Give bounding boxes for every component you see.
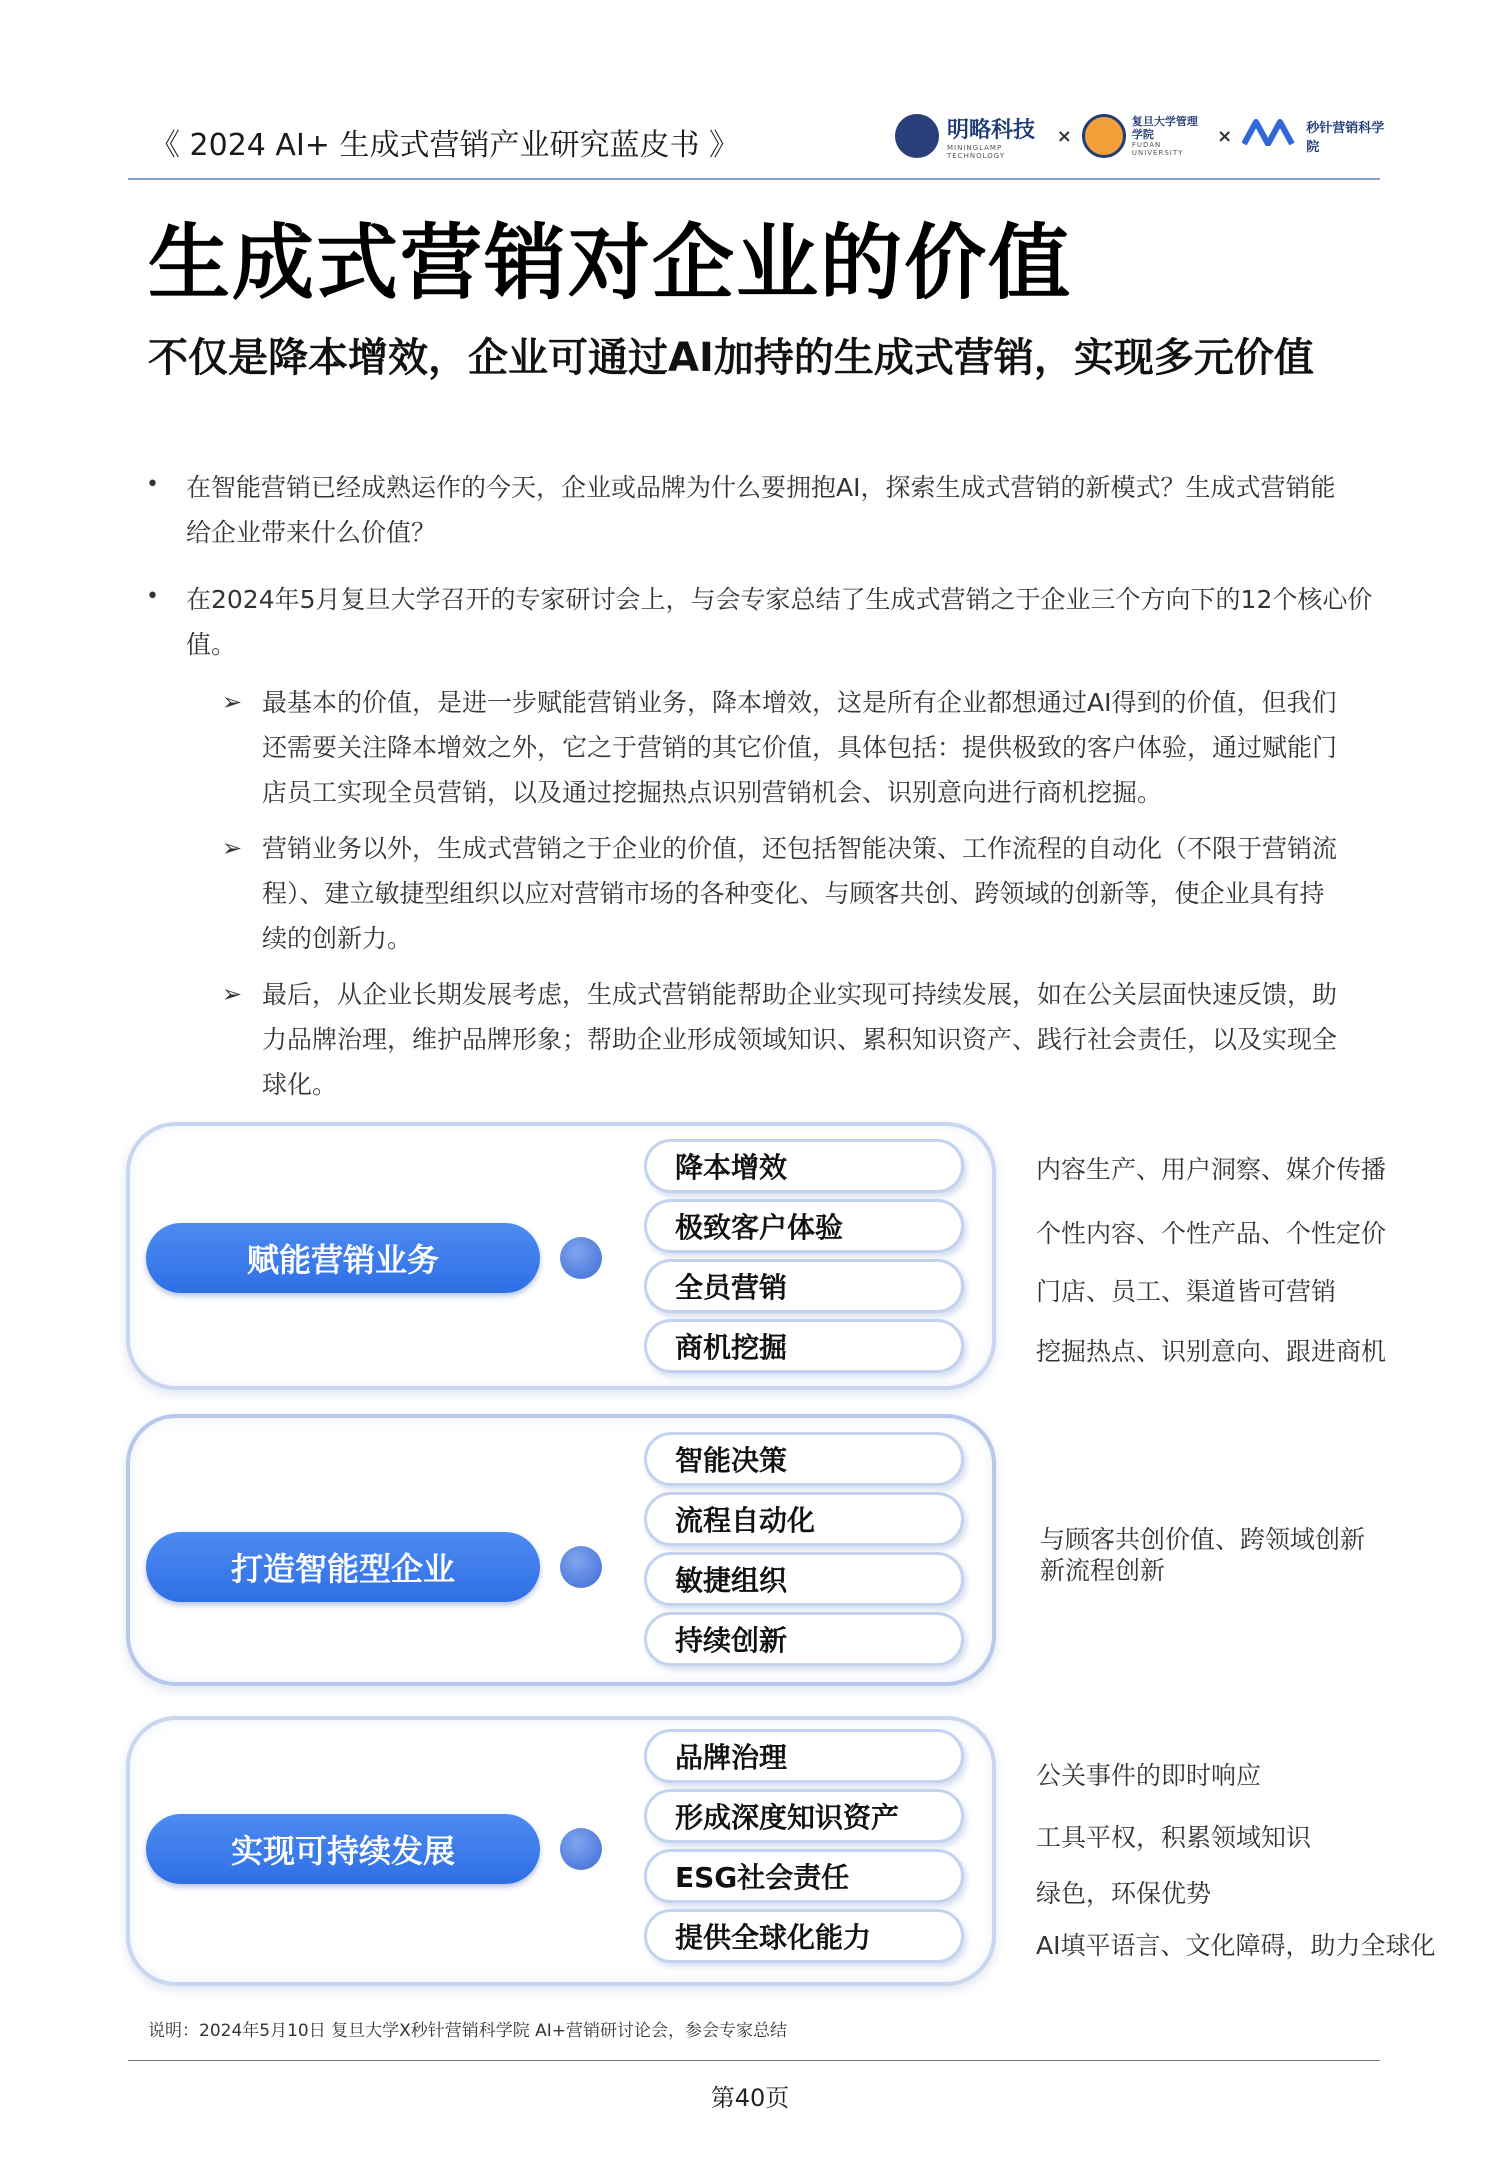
arrow-bullet-icon: ➢	[222, 834, 243, 862]
value-description: AI填平语言、文化障碍，助力全球化	[1036, 1931, 1436, 1960]
value-description: 公关事件的即时响应	[1036, 1761, 1262, 1790]
fudan-logo-subtext: FUDAN UNIVERSITY	[1131, 141, 1184, 157]
bullet-symbol: •	[146, 472, 159, 497]
value-tag: ESG社会责任	[644, 1849, 964, 1903]
miaozhen-logo-icon	[1242, 118, 1298, 154]
value-tag: 品牌治理	[644, 1729, 964, 1783]
footer-divider	[128, 2060, 1380, 2061]
bullet-paragraph-1	[186, 465, 1335, 555]
miaozhen-logo-text: 秒针营销科学院	[1306, 121, 1385, 155]
value-group-1-label: 赋能营销业务	[146, 1223, 540, 1293]
fudan-logo-text: 复旦大学管理学院	[1131, 115, 1198, 141]
text-line: 最基本的价值，是进一步赋能营销业务，降本增效，这是所有企业都想通过AI得到的价值，但我们	[262, 688, 1337, 717]
arrow-bullet-icon: ➢	[222, 980, 243, 1008]
connector-dot	[560, 1546, 602, 1588]
value-tag: 持续创新	[644, 1612, 964, 1666]
value-description: 绿色，环保优势	[1036, 1879, 1212, 1908]
mininglamp-logo-icon	[895, 114, 939, 158]
logo-separator: ×	[1056, 125, 1072, 147]
mininglamp-logo-text: 明略科技	[947, 117, 1036, 143]
page-subtitle: 不仅是降本增效，企业可通过AI加持的生成式营销，实现多元价值	[148, 335, 1314, 381]
value-description: 工具平权，积累领域知识	[1036, 1823, 1312, 1852]
text-line: 球化。	[262, 1070, 338, 1099]
value-description: 内容生产、用户洞察、媒介传播	[1036, 1155, 1387, 1184]
text-line: 力品牌治理，维护品牌形象；帮助企业形成领域知识、累积知识资产、践行社会责任，以及实现全	[262, 1025, 1338, 1054]
value-group-2-label: 打造智能型企业	[146, 1532, 540, 1602]
text-line: 店员工实现全员营销，以及通过挖掘热点识别营销机会、识别意向进行商机挖掘。	[262, 778, 1163, 807]
text-line: 值。	[186, 630, 237, 659]
bullet-paragraph-2	[186, 577, 1372, 667]
header-divider	[128, 178, 1380, 180]
report-title: 《 2024 AI+ 生成式营销产业研究蓝皮书 》	[150, 128, 739, 163]
value-description: 个性内容、个性产品、个性定价	[1036, 1219, 1387, 1248]
value-description: 挖掘热点、识别意向、跟进商机	[1036, 1337, 1387, 1366]
value-tag: 商机挖掘	[644, 1319, 964, 1373]
value-tag: 流程自动化	[644, 1492, 964, 1546]
fudan-logo-icon	[1082, 114, 1126, 158]
text-line: 续的创新力。	[262, 924, 413, 953]
value-tag: 智能决策	[644, 1432, 964, 1486]
text-line: 给企业带来什么价值？	[186, 518, 437, 547]
partner-logos	[895, 112, 1385, 160]
text-line: 在2024年5月复旦大学召开的专家研讨会上，与会专家总结了生成式营销之于企业三个方向下的12个核心价	[186, 585, 1373, 614]
text-line: 营销业务以外，生成式营销之于企业的价值，还包括智能决策、工作流程的自动化（不限于营销流	[262, 834, 1338, 863]
sub-bullet-paragraph-2	[262, 826, 1337, 961]
mininglamp-logo-subtext: MININGLAMP TECHNOLOGY	[947, 143, 1006, 160]
text-line: 在智能营销已经成熟运作的今天，企业或品牌为什么要拥抱AI，探索生成式营销的新模式？生成式营销能	[186, 473, 1336, 502]
value-description: 门店、员工、渠道皆可营销	[1036, 1277, 1337, 1306]
value-tag: 敏捷组织	[644, 1552, 964, 1606]
sub-bullet-paragraph-3	[262, 972, 1337, 1107]
text-line: 最后，从企业长期发展考虑，生成式营销能帮助企业实现可持续发展，如在公关层面快速反馈，助	[262, 980, 1338, 1009]
connector-dot	[560, 1828, 602, 1870]
text-line: 程）、建立敏捷型组织以应对营销市场的各种变化、与顾客共创、跨领域的创新等，使企业具有持	[262, 879, 1325, 908]
value-tag: 极致客户体验	[644, 1199, 964, 1253]
text-line: 还需要关注降本增效之外，它之于营销的其它价值，具体包括：提供极致的客户体验，通过赋能门	[262, 733, 1338, 762]
value-description: 与顾客共创价值、跨领域创新	[1040, 1525, 1366, 1554]
value-tag: 全员营销	[644, 1259, 964, 1313]
value-tag: 降本增效	[644, 1139, 964, 1193]
value-tag: 形成深度知识资产	[644, 1789, 964, 1843]
value-group-3-label: 实现可持续发展	[146, 1814, 540, 1884]
sub-bullet-paragraph-1	[262, 680, 1337, 815]
connector-dot	[560, 1237, 602, 1279]
logo-separator-2: ×	[1217, 125, 1233, 147]
source-note: 说明：2024年5月10日 复旦大学X秒针营销科学院 AI+营销研讨论会，参会专家总结	[148, 2021, 788, 2041]
page-title: 生成式营销对企业的价值	[148, 216, 1073, 311]
value-description: 新流程创新	[1040, 1556, 1166, 1585]
bullet-symbol: •	[146, 584, 159, 609]
page-number: 第40页	[710, 2084, 790, 2112]
arrow-bullet-icon: ➢	[222, 688, 243, 716]
value-tag: 提供全球化能力	[644, 1909, 964, 1963]
